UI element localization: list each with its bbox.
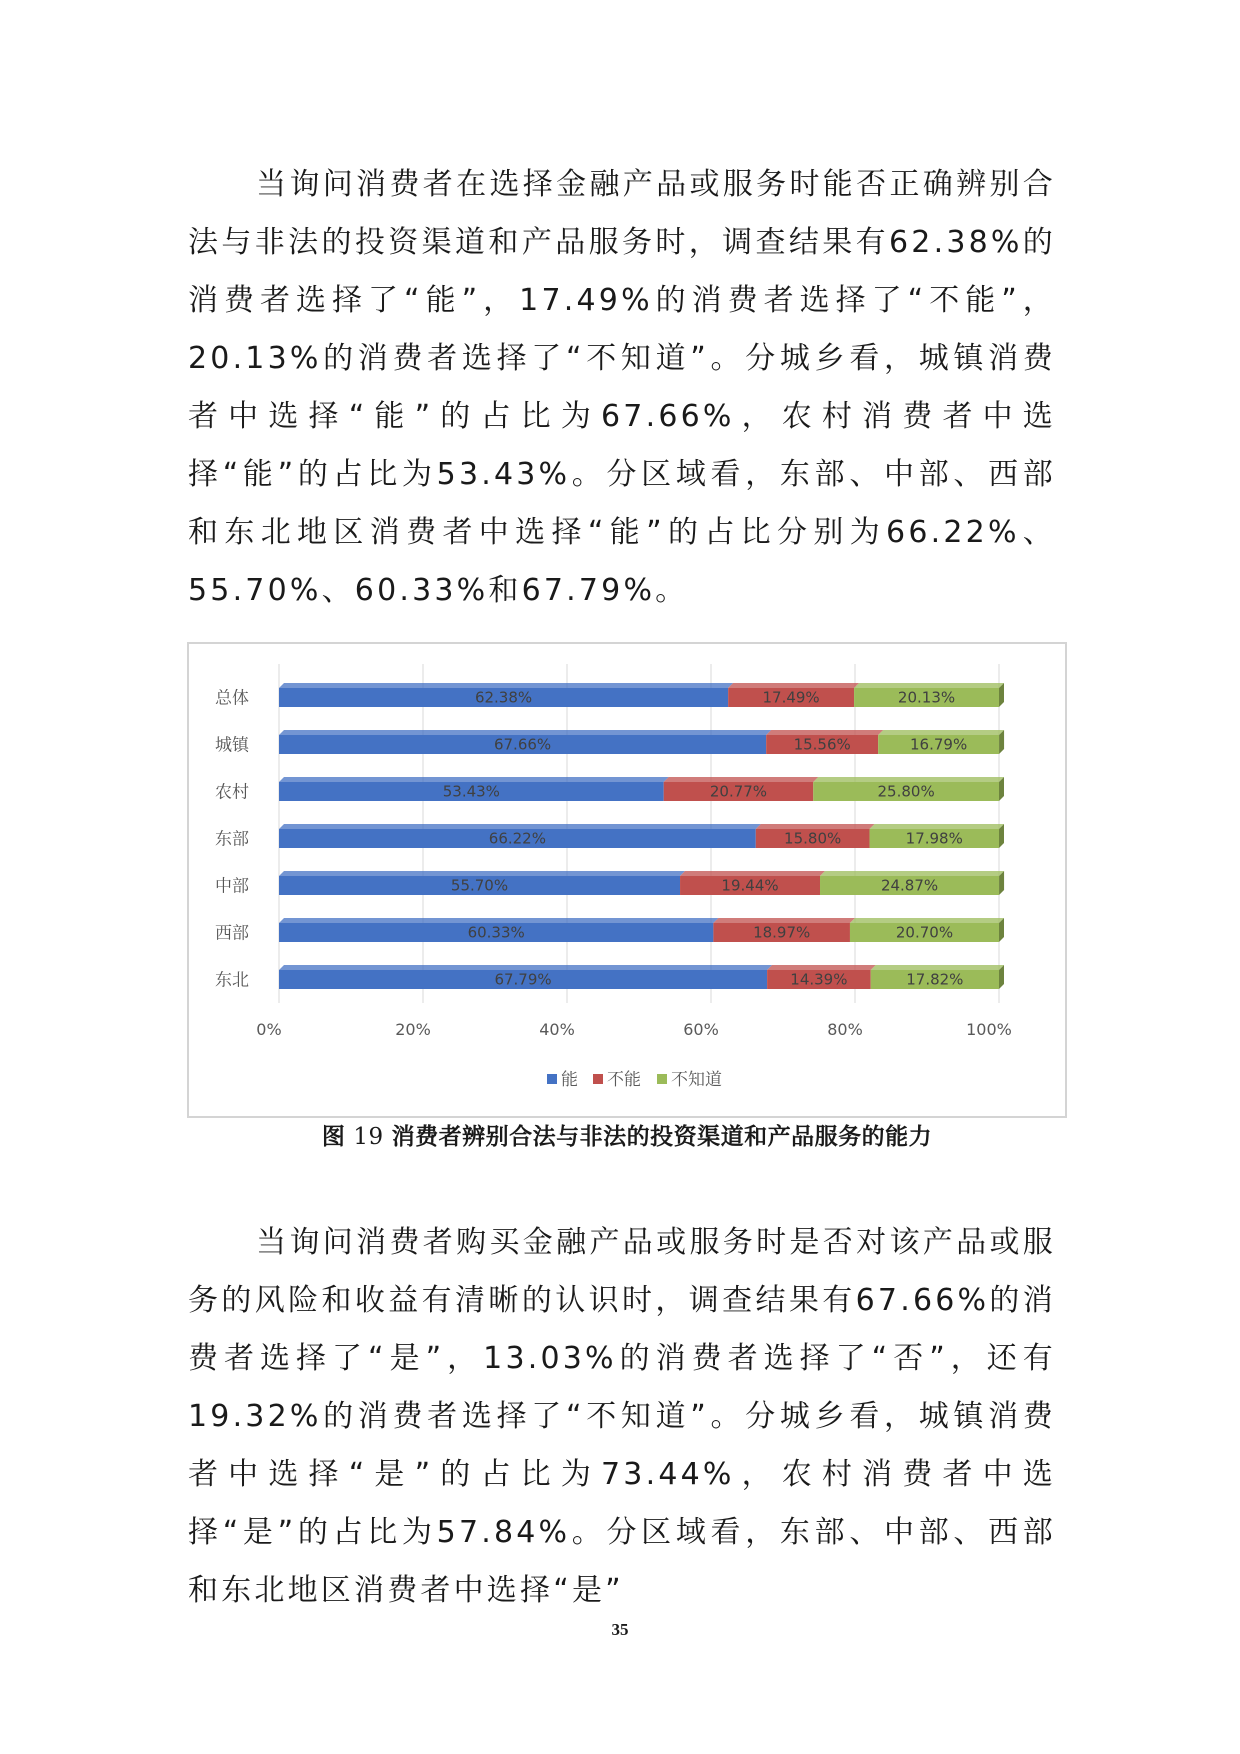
bar-segment-top [766, 730, 883, 735]
bar-segment-top [279, 965, 772, 970]
bar-value-label: 62.38% [474, 688, 533, 707]
bar-segment-top [870, 824, 1004, 829]
figure-caption [187, 1118, 1067, 1151]
bar-segment-top [767, 965, 876, 970]
x-tick-label: 20% [395, 1020, 431, 1039]
bar-value-label: 20.70% [895, 923, 954, 942]
body-paragraph-2-text: 当询问消费者购买金融产品或服务时是否对该产品或服务的风险和收益有清晰的认识时，调查结果有67.66%的消费者选择了“是”，13.03%的消费者选择了“否”，还有19.32%的消费者选择了“不知道”。分城乡看，城镇消费者中选择“是”的占比为73.44%，农村消费者中选择“是”的占比为57.84%。分区域看，东部、中部、西部和东北地区消费者中选择“是” [188, 1225, 1056, 1608]
bar-segment-top [279, 777, 669, 782]
bar-value-label: 17.49% [762, 688, 820, 707]
figure-title: 消费者辨别合法与非法的投资渠道和产品服务的能力 [391, 1124, 933, 1150]
bar-value-label: 60.33% [467, 923, 525, 942]
bar-value-label: 67.66% [493, 735, 552, 754]
category-label: 东北 [215, 970, 249, 991]
body-paragraph-1 [188, 156, 1056, 620]
figure-number: 19 [353, 1124, 384, 1150]
legend-swatch [547, 1074, 557, 1084]
bar-segment-top [279, 871, 685, 876]
bar-value-label: 17.98% [905, 829, 963, 848]
bar-segment-top [850, 918, 1004, 923]
category-label: 总体 [215, 688, 249, 709]
bar-segment-top [728, 683, 859, 688]
bar-segment-top [279, 918, 718, 923]
bar-segment-top [664, 777, 819, 782]
bar-segment-top [279, 824, 761, 829]
figure-19-chart [187, 642, 1067, 1118]
bar-value-label: 14.39% [790, 970, 848, 989]
bar-value-label: 24.87% [880, 876, 939, 895]
bar-segment-top [820, 871, 1004, 876]
bar-value-label: 67.79% [494, 970, 552, 989]
bar-value-label: 66.22% [488, 829, 546, 848]
category-label: 城镇 [215, 735, 249, 756]
x-tick-label: 80% [827, 1020, 863, 1039]
bar-segment-top [279, 730, 771, 735]
bar-value-label: 25.80% [877, 782, 935, 801]
bar-segment-top [279, 683, 733, 688]
legend-swatch [593, 1074, 603, 1084]
page-number: 35 [611, 1620, 629, 1639]
bar-value-label: 53.43% [442, 782, 500, 801]
bar-value-label: 20.13% [897, 688, 956, 707]
bar-segment-top [871, 965, 1004, 970]
bar-value-label: 19.44% [721, 876, 779, 895]
stacked-bar-chart [189, 644, 1065, 1116]
category-label: 中部 [215, 876, 249, 897]
bar-segment-top [854, 683, 1004, 688]
figure-label: 图 [321, 1124, 346, 1150]
bar-value-label: 20.77% [709, 782, 768, 801]
bar-segment-top [878, 730, 1004, 735]
bar-value-label: 15.80% [784, 829, 842, 848]
x-tick-label: 60% [683, 1020, 719, 1039]
legend-swatch [657, 1074, 667, 1084]
bar-value-label: 16.79% [910, 735, 968, 754]
bar-value-label: 18.97% [753, 923, 811, 942]
bar-segment-top [813, 777, 1004, 782]
bar-segment-top [713, 918, 855, 923]
x-tick-label: 40% [539, 1020, 575, 1039]
body-paragraph-2 [188, 1214, 1056, 1620]
category-label: 农村 [215, 782, 249, 803]
bar-value-label: 17.82% [906, 970, 964, 989]
x-tick-label: 0% [256, 1020, 282, 1039]
bar-segment-top [680, 871, 825, 876]
legend-label: 能 [561, 1070, 578, 1090]
x-tick-label: 100% [966, 1020, 1012, 1039]
bar-segment-top [756, 824, 875, 829]
bar-value-label: 55.70% [450, 876, 509, 895]
body-paragraph-1-text: 当询问消费者在选择金融产品或服务时能否正确辨别合法与非法的投资渠道和产品服务时，调查结果有62.38%的消费者选择了“能”，17.49%的消费者选择了“不能”，20.13%的消费者选择了“不知道”。分城乡看，城镇消费者中选择“能”的占比为67.66%，农村消费者中选择“能”的占比为53.43%。分区域看，东部、中部、西部和东北地区消费者中选择“能”的占比分别为66.22%、55.70%、60.33%和67.79%。 [188, 167, 1056, 608]
legend-label: 不能 [607, 1070, 641, 1090]
category-label: 东部 [215, 829, 249, 850]
category-label: 西部 [215, 923, 249, 944]
legend-label: 不知道 [671, 1070, 722, 1090]
bar-value-label: 15.56% [793, 735, 851, 754]
